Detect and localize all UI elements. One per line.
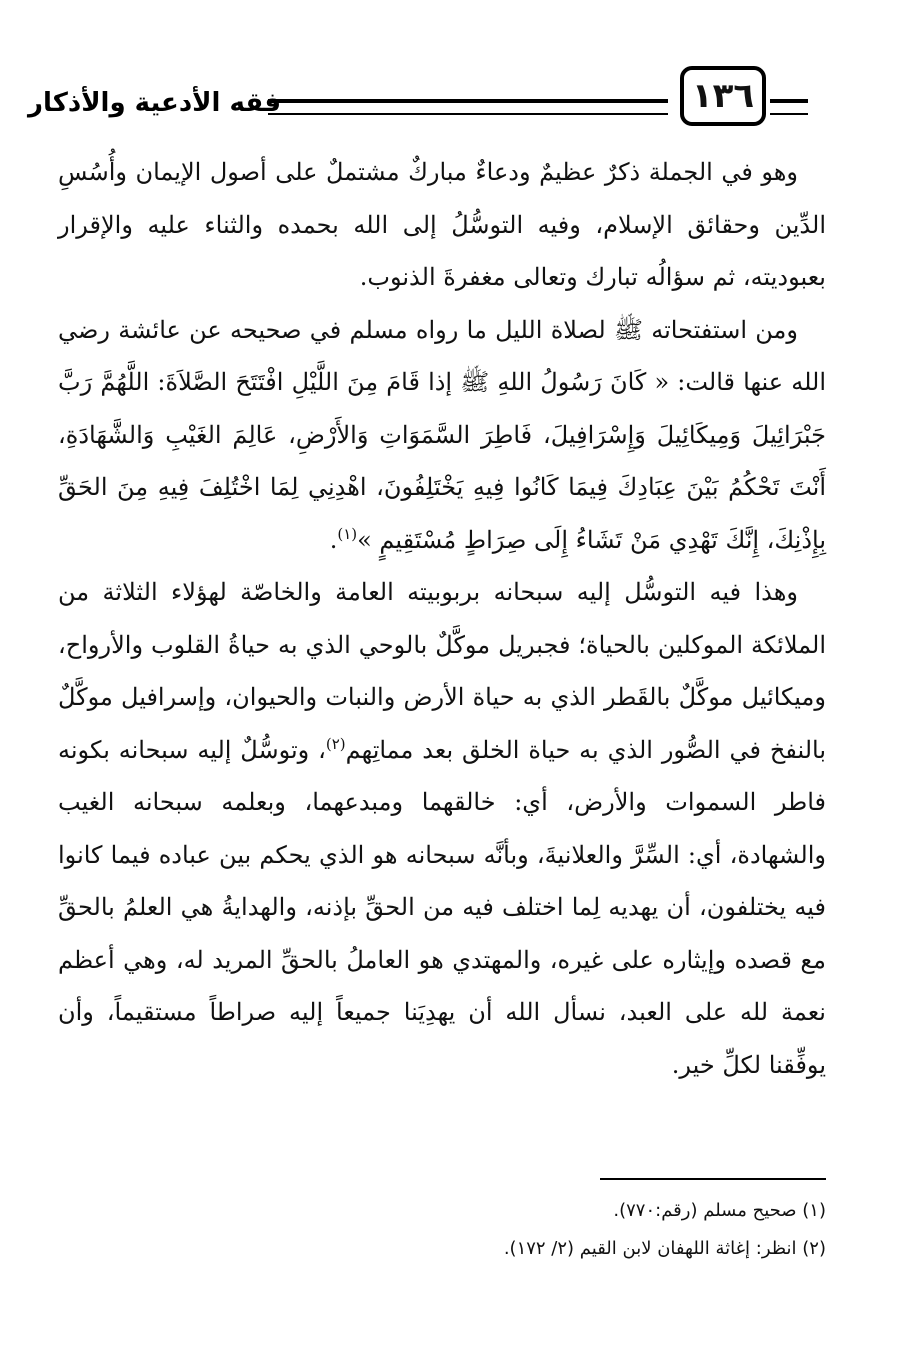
footnote-ref-2: (٢) — [325, 734, 346, 753]
paragraph-3-text-a: وهذا فيه التوسُّل إليه سبحانه بربوبيته العامة والخاصّة لهؤلاء الثلاثة من الملائكة الموكلين بالحياة؛ فجبريل موكَّلٌ بالوحي الذي به حياةُ القلوب والأرواح، وميكائيل موكَّلٌ بالقَطر الذي به حياة الأرض والنبات والحيوان، وإسرافيل موكَّلٌ بالنفخ في الصُّور الذي به حياة الخلق بعد مماتِهم — [58, 578, 827, 764]
footnotes — [300, 1192, 826, 1268]
paragraph-2-period: . — [329, 525, 338, 554]
header-rule-right — [770, 99, 808, 115]
paragraph-2 — [58, 304, 826, 567]
body-text — [58, 146, 826, 1091]
paragraph-3 — [58, 566, 826, 1091]
paragraph-3-text-b: ، وتوسُّلٌ إليه سبحانه بكونه فاطر السموات والأرض، أي: خالقهما ومبدعهما، وبعلمه سبحانه الغيب والشهادة، أي: السِّرَّ والعلانيةَ، وبأنَّه سبحانه هو الذي يحكم بين عباده فيما كانوا فيه يختلفون، أن يهديه لِما اختلف فيه من الحقِّ بإذنه، والهدايةُ هي العلمُ بالحقِّ مع قصده وإيثاره على غيره، والمهتدي هو العاملُ بالحقِّ المريد له، وهي أعظم نعمة لله على العبد، نسأل الله أن يهدِيَنا جميعاً إليه صراطاً مستقيماً، وأن يوفِّقنا لكلِّ خير. — [58, 735, 826, 1079]
header-rule — [268, 99, 668, 115]
book-title: فقه الأدعية والأذكار — [28, 88, 281, 118]
footnote-ref-1: (١) — [337, 524, 358, 543]
paragraph-1: وهو في الجملة ذكرٌ عظيمٌ ودعاءٌ مباركٌ مشتملٌ على أصول الإيمان وأُسُسِ الدِّين وحقائق الإسلام، وفيه التوسُّلُ إلى الله بحمده والثناء عليه والإقرار بعبوديته، ثم سؤالُه تبارك وتعالى مغفرةَ الذنوب. — [58, 158, 826, 291]
page-number: ١٣٦ — [680, 66, 766, 126]
footnote-1: (١) صحيح مسلم (رقم:٧٧٠). — [613, 1200, 826, 1221]
footnote-separator — [600, 1178, 826, 1180]
footnote-2: (٢) انظر: إغاثة اللهفان لابن القيم (٢/ ١٧٢). — [503, 1238, 826, 1259]
page-header — [28, 66, 808, 136]
paragraph-2-text: ومن استفتحاته ﷺ لصلاة الليل ما رواه مسلم في صحيحه عن عائشة رضي الله عنها قالت: « كَانَ رَسُولُ اللهِ ﷺ إذا قَامَ مِنَ اللَّيْلِ افْتَتَحَ الصَّلاَةَ: اللَّهُمَّ رَبَّ جَبْرَائِيلَ وَمِيكَائِيلَ وَإِسْرَافِيلَ، فَاطِرَ السَّمَوَاتِ وَالأَرْضِ، عَالِمَ الغَيْبِ وَالشَّهَادَةِ، أَنْتَ تَحْكُمُ بَيْنَ عِبَادِكَ فِيمَا كَانُوا فِيهِ يَخْتَلِفُونَ، اهْدِنِي لِمَا اخْتُلِفَ فِيهِ مِنَ الحَقِّ بِإِذْنِكَ، إِنَّكَ تَهْدِي مَنْ تَشَاءُ إِلَى صِرَاطٍ مُسْتَقِيمٍ » — [58, 315, 826, 554]
